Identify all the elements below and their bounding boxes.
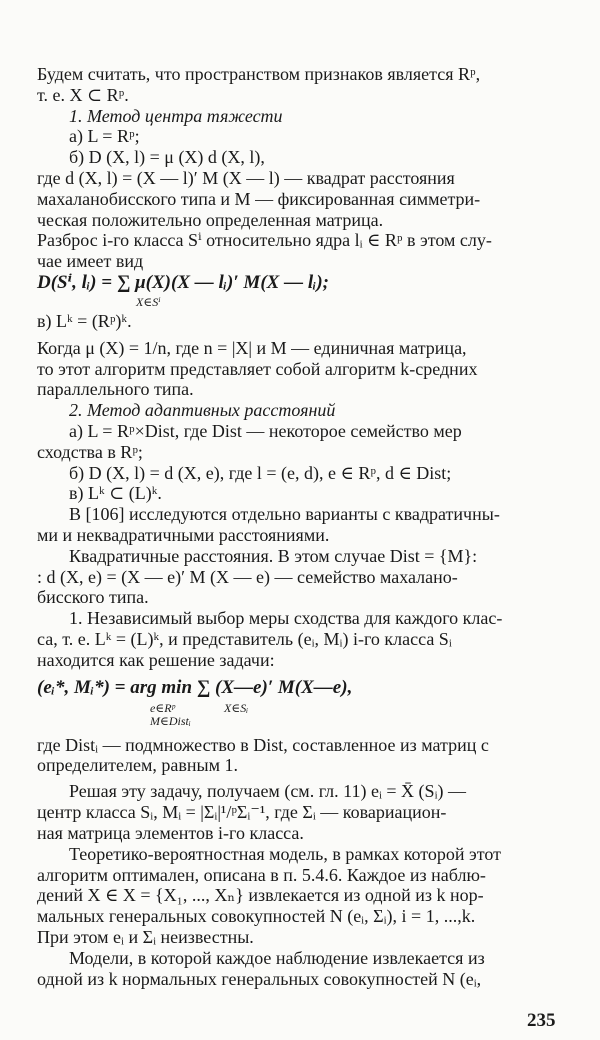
text-line: находится как решение задачи: (37, 650, 275, 670)
text-line: са, т. е. Lᵏ = (L)ᵏ, и представитель (eᵢ, Mᵢ) i-го класса Sᵢ (37, 629, 452, 649)
text-line: Будем считать, что пространством признаков является Rᵖ, (37, 64, 481, 84)
text-line: определителем, равным 1. (37, 755, 238, 775)
formula-scatter: D(Sⁱ, lᵢ) = ∑ μ(X)(X — lᵢ)′ M(X — lᵢ); (37, 272, 329, 293)
text-line: где Distᵢ — подмножество в Dist, составленное из матриц с (37, 735, 489, 755)
text-line: При этом eᵢ и Σᵢ неизвестны. (37, 927, 254, 947)
text-line: в) Lᵏ ⊂ (L)ᵏ. (69, 483, 162, 503)
text-line: Когда μ (X) = 1/n, где n = |X| и M — единичная матрица, (37, 338, 467, 358)
text-line: сходства в Rᵖ; (37, 442, 143, 462)
section-heading: 2. Метод адаптивных расстояний (69, 400, 336, 420)
text-line: бисского типа. (37, 587, 149, 607)
text-line: а) L = Rᵖ; (69, 126, 140, 146)
text-line: ческая положительно определенная матрица. (37, 210, 384, 230)
formula-scatter-subscript: X∈Sⁱ (136, 295, 161, 309)
text-line: центр класса Sᵢ, Mᵢ = |Σᵢ|¹/ᵖΣᵢ⁻¹, где Σᵢ — ковариацион- (37, 802, 447, 822)
text-line: в) Lᵏ = (Rᵖ)ᵏ. (37, 311, 132, 331)
text-line: Решая эту задачу, получаем (см. гл. 11) eᵢ = X̄ (Sᵢ) — (69, 781, 467, 801)
text-line: одной из k нормальных генеральных совокупностей N (eᵢ, (37, 969, 482, 989)
text-line: : d (X, e) = (X — e)′ M (X — e) — семейство махалано- (37, 567, 458, 587)
text-line: дений X ∈ X = {X₁, ..., Xₙ} извлекается из одной из k нор- (37, 885, 484, 905)
text-line: Разброс i-го класса Sⁱ относительно ядра lᵢ ∈ Rᵖ в этом слу- (37, 230, 492, 250)
text-line: б) D (X, l) = d (X, e), где l = (e, d), e ∈ Rᵖ, d ∈ Dist; (69, 463, 452, 483)
formula-argmin: (eᵢ*, Mᵢ*) = arg min ∑ (X—e)′ M(X—e), (37, 677, 353, 698)
text-line: б) D (X, l) = μ (X) d (X, l), (69, 147, 265, 167)
text-line: ная матрица элементов i-го класса. (37, 823, 304, 843)
section-heading: 1. Метод центра тяжести (69, 106, 283, 126)
text-line: 1. Независимый выбор меры сходства для каждого клас- (69, 608, 503, 628)
text-line: то этот алгоритм представляет собой алгоритм k-средних (37, 359, 478, 379)
text-line: мальных генеральных совокупностей N (eᵢ, Σᵢ), i = 1, ...,k. (37, 906, 476, 926)
text-line: В [106] исследуются отдельно варианты с квадратичны- (69, 504, 500, 524)
text-line: а) L = Rᵖ×Dist, где Dist — некоторое семейство мер (69, 421, 462, 441)
text-line: Квадратичные расстояния. В этом случае Dist = {M}: (69, 546, 478, 566)
text-line: т. е. X ⊂ Rᵖ. (37, 85, 129, 105)
formula-argmin-min-subscript: e∈Rᵖ M∈Distᵢ (150, 701, 191, 728)
formula-argmin-sum-subscript: X∈Sᵢ (224, 701, 249, 715)
text-line: чае имеет вид (37, 251, 144, 271)
text-line: где d (X, l) = (X — l)′ M (X — l) — квадрат расстояния (37, 168, 455, 188)
text-line: алгоритм оптимален, описана в п. 5.4.6. Каждое из наблю- (37, 865, 486, 885)
text-line: параллельного типа. (37, 379, 194, 399)
text-line: Теоретико-вероятностная модель, в рамках которой этот (69, 844, 502, 864)
text-line: ми и неквадратичными расстояниями. (37, 525, 330, 545)
page-number: 235 (527, 1010, 556, 1031)
text-line: Модели, в которой каждое наблюдение извлекается из (69, 948, 485, 968)
text-line: махаланобисского типа и M — фиксированная симметри- (37, 189, 481, 209)
